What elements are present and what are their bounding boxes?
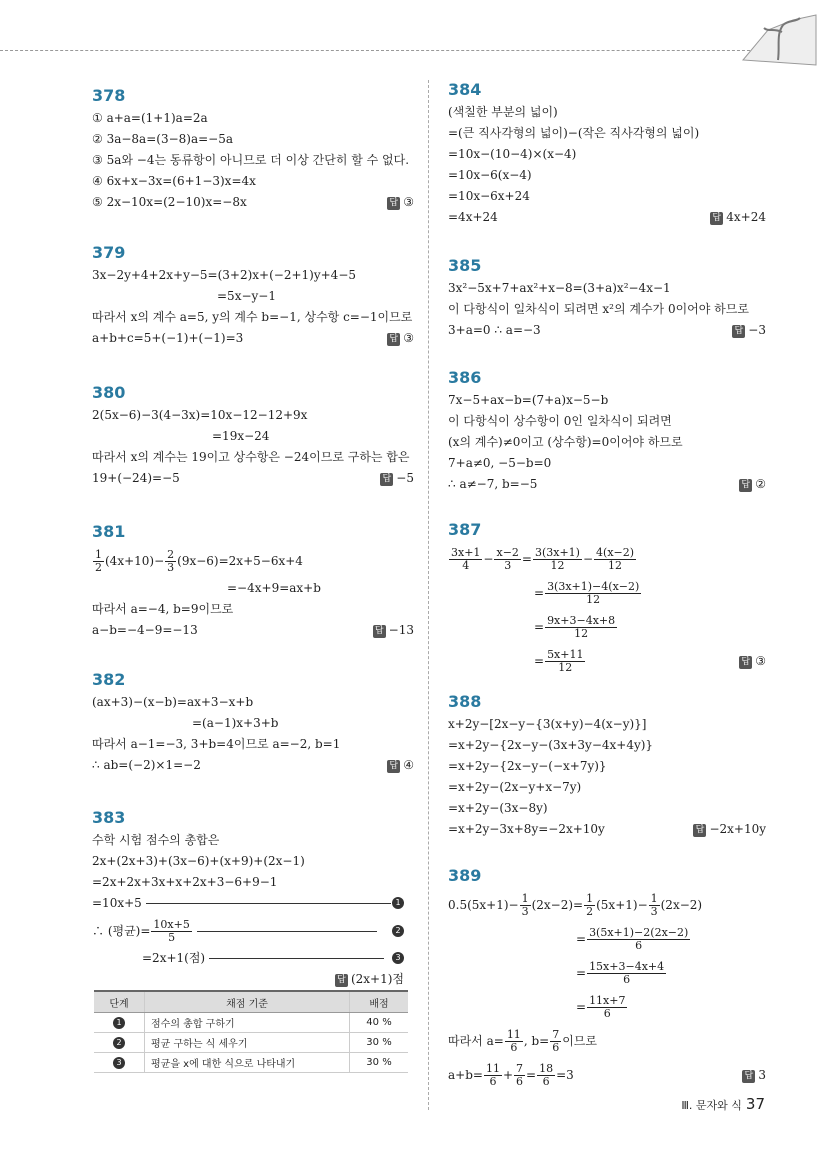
- numerator: 1: [95, 547, 102, 561]
- answer-value: (2x+1)점: [350, 972, 404, 986]
- table-row: [94, 1013, 408, 1033]
- denominator: 3: [650, 905, 658, 918]
- fraction: [151, 919, 191, 944]
- solution-line: [448, 207, 766, 228]
- solution-line: $\frac{3x+1}{4}$ − $\frac{x-2}{3}$ = $\frac{3(3x+1)}{12}$ − $\frac{4(x-2)}{12}$: [451, 545, 635, 572]
- problem-number: 379: [92, 243, 126, 262]
- solution-line: = $\frac{3(5x+1)-2(2x-2)}{6}$: [576, 925, 689, 952]
- solution-line: [448, 888, 766, 922]
- solution-text: +: [502, 1068, 514, 1082]
- solution-text: a+b+c=5+(−1)+(−1)=3: [92, 331, 244, 345]
- table-cell: 점수의 총합 구하기: [145, 1013, 350, 1033]
- step-marker: 3: [113, 1057, 125, 1069]
- fraction: [505, 1029, 523, 1054]
- numerator: 4(x−2): [596, 545, 635, 559]
- solution-line: [448, 1058, 766, 1092]
- answer: [380, 468, 414, 489]
- problem-378: [92, 86, 414, 213]
- solution-line: [448, 1024, 766, 1058]
- answer: [387, 755, 414, 776]
- solution-text: =2x+1(점): [142, 951, 206, 965]
- numerator: 15x+3−4x+4: [589, 959, 665, 973]
- denominator: 12: [574, 627, 589, 640]
- problem-number: 387: [448, 520, 482, 539]
- table-cell: 30 %: [350, 1053, 409, 1073]
- denominator: 6: [516, 1075, 524, 1088]
- fraction: [165, 549, 176, 574]
- denominator: 6: [623, 973, 631, 986]
- solution-line: [92, 192, 414, 213]
- solution-line: [448, 474, 766, 495]
- answer-badge: 답: [387, 197, 400, 210]
- numerator: 3(3x+1): [534, 545, 580, 559]
- leader-line: [146, 903, 391, 904]
- table-header: 채점 기준: [145, 991, 350, 1013]
- fraction: [537, 1063, 555, 1088]
- solution-line: x+2y−[2x−y−{3(x+y)−4(x−y)}]: [448, 717, 647, 731]
- problem-387: [448, 520, 766, 678]
- problem-number: 386: [448, 368, 482, 387]
- answer-badge: 답: [732, 325, 745, 338]
- solution-line: =x+2y−{2x−y−(3x+3y−4x+4y)}: [448, 738, 654, 752]
- step-marker: 3: [392, 952, 404, 964]
- step-marker: 1: [113, 1017, 125, 1029]
- answer-value: ②: [755, 477, 766, 491]
- answer-badge: 답: [739, 656, 752, 669]
- fraction: [93, 549, 104, 574]
- answer-value: ④: [403, 758, 414, 772]
- numerator: x−2: [496, 545, 519, 559]
- solution-line: =x+2y−{2x−y−(−x+7y)}: [448, 759, 607, 773]
- solution-line: 이 다항식이 상수항이 0인 일차식이 되려면: [448, 414, 672, 428]
- answer-badge: 답: [387, 760, 400, 773]
- answer-value: −5: [396, 471, 414, 485]
- table-cell: [94, 1033, 145, 1053]
- fraction: [584, 893, 595, 918]
- table-row: [94, 1033, 408, 1053]
- solution-line: [92, 948, 404, 969]
- solution-line: 3x²−5x+7+ax²+x−8=(3+a)x²−4x−1: [448, 281, 671, 295]
- numerator: 7: [516, 1061, 524, 1075]
- solution-text: a−b=−4−9=−13: [92, 623, 198, 637]
- numerator: 2: [167, 547, 175, 561]
- solution-text: (9x−6)=2x+5−6x+4: [177, 554, 303, 568]
- numerator: 1: [521, 891, 529, 905]
- answer: [739, 474, 766, 495]
- solution-line: = $\frac{11x+7}{6}$: [576, 993, 626, 1020]
- answer: [693, 819, 766, 840]
- solution-text: 19+(−24)=−5: [92, 471, 180, 485]
- solution-text: ⑤ 2x−10x=(2−10)x=−8x: [92, 195, 247, 209]
- solution-text: =3: [556, 1068, 574, 1082]
- answer-badge: 답: [387, 333, 400, 346]
- table-cell: [94, 1053, 145, 1073]
- solution-text: a+b=: [448, 1068, 483, 1082]
- problem-385: [448, 256, 766, 341]
- problem-386: [448, 368, 766, 495]
- numerator: 10x+5: [153, 917, 190, 931]
- answer-badge: 답: [335, 974, 348, 987]
- denominator: 6: [489, 1075, 497, 1088]
- fraction: [484, 1063, 502, 1088]
- problem-389: [448, 866, 766, 1092]
- problem-number: 383: [92, 808, 126, 827]
- solution-line: [92, 328, 414, 349]
- solution-line: ③ 5a와 −4는 동류항이 아니므로 더 이상 간단히 할 수 없다.: [92, 153, 410, 167]
- table-cell: 40 %: [350, 1013, 409, 1033]
- numerator: 5x+11: [547, 647, 584, 661]
- denominator: 12: [558, 661, 573, 674]
- problem-number: 378: [92, 86, 126, 105]
- problem-number: 385: [448, 256, 482, 275]
- denominator: 12: [608, 559, 623, 572]
- fraction: [550, 1029, 561, 1054]
- answer-value: −2x+10y: [709, 822, 766, 836]
- denominator: 5: [168, 931, 176, 944]
- problem-number: 388: [448, 692, 482, 711]
- solution-line: = $\frac{9x+3-4x+8}{12}$: [534, 613, 616, 640]
- numerator: 7: [552, 1027, 560, 1041]
- solution-text: ∴ (평균)=: [92, 924, 151, 938]
- denominator: 12: [586, 593, 601, 606]
- solution-line: ② 3a−8a=(3−8)a=−5a: [92, 132, 233, 146]
- fraction: [545, 615, 617, 640]
- fraction: [649, 893, 660, 918]
- solution-text: (5x+1)−: [596, 898, 648, 912]
- problem-380: [92, 383, 414, 489]
- problem-388: [448, 692, 766, 840]
- solution-text: =4x+24: [448, 210, 498, 224]
- solution-text: 0.5(5x+1)−: [448, 898, 519, 912]
- denominator: 4: [462, 559, 470, 572]
- problem-number: 382: [92, 670, 126, 689]
- answer-badge: 답: [742, 1070, 755, 1083]
- solution-line: =2x+2x+3x+x+2x+3−6+9−1: [92, 875, 278, 889]
- answer: [387, 192, 414, 213]
- denominator: 6: [552, 1041, 560, 1054]
- solution-line: = $\frac{3(3x+1)-4(x-2)}{12}$: [534, 579, 640, 606]
- problem-382: [92, 670, 414, 776]
- problem-381: [92, 522, 414, 641]
- answer: [335, 969, 404, 990]
- denominator: 6: [510, 1041, 518, 1054]
- solution-text: =10x+5: [92, 896, 142, 910]
- numerator: 3(5x+1)−2(2x−2): [589, 925, 689, 939]
- grading-table: [94, 990, 408, 1073]
- page-footer: [681, 1095, 765, 1113]
- problem-number: 381: [92, 522, 126, 541]
- fraction: [587, 995, 627, 1020]
- answer: [739, 644, 766, 678]
- solution-line: [448, 320, 766, 341]
- step-marker: 2: [392, 925, 404, 937]
- solution-line: 3x−2y+4+2x+y−5=(3+2)x+(−2+1)y+4−5: [92, 268, 357, 282]
- solution-line: ① a+a=(1+1)a=2a: [92, 111, 208, 125]
- solution-text: =: [526, 1068, 537, 1082]
- solution-line: = $\frac{15x+3-4x+4}{6}$: [576, 959, 665, 986]
- solution-line: (ax+3)−(x−b)=ax+3−x+b: [92, 695, 254, 709]
- solution-text: ∴ a≠−7, b=−5: [448, 477, 538, 491]
- solution-line: 7x−5+ax−b=(7+a)x−5−b: [448, 393, 609, 407]
- table-cell: [94, 1013, 145, 1033]
- numerator: 11: [506, 1027, 521, 1041]
- solution-line: [92, 544, 414, 578]
- fraction: [494, 547, 520, 572]
- solution-line: =10x−6x+24: [448, 189, 530, 203]
- denominator: 2: [586, 905, 594, 918]
- step-marker: 2: [113, 1037, 125, 1049]
- solution-line: 따라서 x의 계수는 19이고 상수항은 −24이므로 구하는 합은: [92, 450, 410, 464]
- denominator: 3: [521, 905, 529, 918]
- chapter-label: Ⅲ. 문자와 식: [681, 1099, 742, 1112]
- solution-text: (4x+10)−: [105, 554, 165, 568]
- solution-text: 이므로: [562, 1034, 597, 1048]
- denominator: 3: [167, 561, 175, 574]
- leader-line: [209, 958, 384, 959]
- solution-line: 2(5x−6)−3(4−3x)=10x−12−12+9x: [92, 408, 308, 422]
- numerator: 11: [485, 1061, 500, 1075]
- answer-value: ③: [403, 331, 414, 345]
- answer: [373, 620, 414, 641]
- solution-text: ∴ ab=(−2)×1=−2: [92, 758, 201, 772]
- solution-line: 따라서 a=−4, b=9이므로: [92, 602, 234, 616]
- answer: [742, 1058, 766, 1092]
- table-cell: 평균을 x에 대한 식으로 나타내기: [145, 1053, 350, 1073]
- answer-value: 3: [758, 1068, 766, 1082]
- tree-illustration-icon: [738, 10, 818, 70]
- solution-line: 이 다항식이 일차식이 되려면 x²의 계수가 0이어야 하므로: [448, 302, 749, 316]
- solution-line: [92, 969, 404, 990]
- fraction: [520, 893, 531, 918]
- answer-badge: 답: [373, 625, 386, 638]
- fraction: [545, 649, 585, 674]
- denominator: 12: [550, 559, 565, 572]
- solution-line: ④ 6x+x−3x=(6+1−3)x=4x: [92, 174, 256, 188]
- table-cell: 평균 구하는 식 세우기: [145, 1033, 350, 1053]
- answer: [710, 207, 766, 228]
- solution-line: 수학 시험 점수의 총합은: [92, 833, 220, 847]
- solution-text: (2x−2)=: [531, 898, 584, 912]
- problem-379: [92, 243, 414, 349]
- answer: [387, 328, 414, 349]
- denominator: 6: [542, 1075, 550, 1088]
- table-header: 단계: [94, 991, 145, 1013]
- solution-line: [92, 893, 404, 914]
- numerator: 18: [539, 1061, 554, 1075]
- solution-line: =10x−(10−4)×(x−4): [448, 147, 577, 161]
- fraction: [594, 547, 636, 572]
- solution-line: =x+2y−(3x−8y): [448, 801, 548, 815]
- fraction: [514, 1063, 525, 1088]
- step-marker: 1: [392, 897, 404, 909]
- solution-line: 7+a≠0, −5−b=0: [448, 456, 552, 470]
- solution-line: =x+2y−(2x−y+x−7y): [448, 780, 582, 794]
- answer-value: −13: [388, 623, 414, 637]
- solution-line: =−4x+9=ax+b: [227, 581, 321, 595]
- fraction: [587, 927, 690, 952]
- solution-line: =19x−24: [212, 429, 270, 443]
- solution-line: 2x+(2x+3)+(3x−6)+(x+9)+(2x−1): [92, 854, 305, 868]
- page-number: 37: [745, 1095, 765, 1113]
- problem-383: [92, 808, 404, 990]
- top-rule: [0, 50, 760, 51]
- answer-badge: 답: [380, 473, 393, 486]
- answer: [732, 320, 766, 341]
- numerator: 3x+1: [451, 545, 481, 559]
- denominator: 2: [95, 561, 102, 574]
- answer-value: ③: [755, 654, 766, 668]
- solution-line: = $\frac{5x+11}{12}$ 답 ③: [448, 644, 766, 678]
- numerator: 9x+3−4x+8: [547, 613, 616, 627]
- solution-line: =5x−y−1: [217, 289, 276, 303]
- solution-text: 3+a=0 ∴ a=−3: [448, 323, 541, 337]
- fraction: [449, 547, 482, 572]
- denominator: 6: [635, 939, 643, 952]
- solution-line: =(a−1)x+3+b: [192, 716, 279, 730]
- answer-badge: 답: [710, 212, 723, 225]
- denominator: 3: [504, 559, 512, 572]
- denominator: 6: [603, 1007, 611, 1020]
- fraction: [533, 547, 582, 572]
- solution-line: 따라서 a−1=−3, 3+b=4이므로 a=−2, b=1: [92, 737, 341, 751]
- table-row: [94, 1053, 408, 1073]
- solution-line: [92, 468, 414, 489]
- table-header: 배점: [350, 991, 409, 1013]
- solution-line: [448, 819, 766, 840]
- numerator: 3(3x+1)−4(x−2): [547, 579, 640, 593]
- leader-line: [197, 931, 377, 932]
- fraction: [545, 581, 641, 606]
- numerator: 11x+7: [589, 993, 626, 1007]
- solution-text: =x+2y−3x+8y=−2x+10y: [448, 822, 605, 836]
- solution-line: (x의 계수)≠0이고 (상수항)=0이어야 하므로: [448, 435, 683, 449]
- numerator: 1: [586, 891, 594, 905]
- solution-line: =10x−6(x−4): [448, 168, 532, 182]
- problem-384: [448, 80, 766, 228]
- answer-badge: 답: [739, 479, 752, 492]
- answer-value: 4x+24: [726, 210, 766, 224]
- solution-text: , b=: [523, 1034, 550, 1048]
- numerator: 1: [650, 891, 658, 905]
- solution-line: 따라서 x의 계수 a=5, y의 계수 b=−1, 상수항 c=−1이므로: [92, 310, 413, 324]
- solution-line: =(큰 직사각형의 넓이)−(작은 직사각형의 넓이): [448, 126, 700, 140]
- column-divider: [428, 80, 429, 1110]
- solution-line: [92, 755, 414, 776]
- fraction: [587, 961, 666, 986]
- problem-number: 389: [448, 866, 482, 885]
- solution-line: [92, 620, 414, 641]
- solution-text: (2x−2): [660, 898, 703, 912]
- problem-number: 384: [448, 80, 482, 99]
- solution-line: [92, 914, 404, 948]
- problem-number: 380: [92, 383, 126, 402]
- answer-value: ③: [403, 195, 414, 209]
- solution-text: 따라서 a=: [448, 1034, 504, 1048]
- table-cell: 30 %: [350, 1033, 409, 1053]
- solution-line: (색칠한 부분의 넓이): [448, 105, 558, 119]
- answer-badge: 답: [693, 824, 706, 837]
- answer-value: −3: [748, 323, 766, 337]
